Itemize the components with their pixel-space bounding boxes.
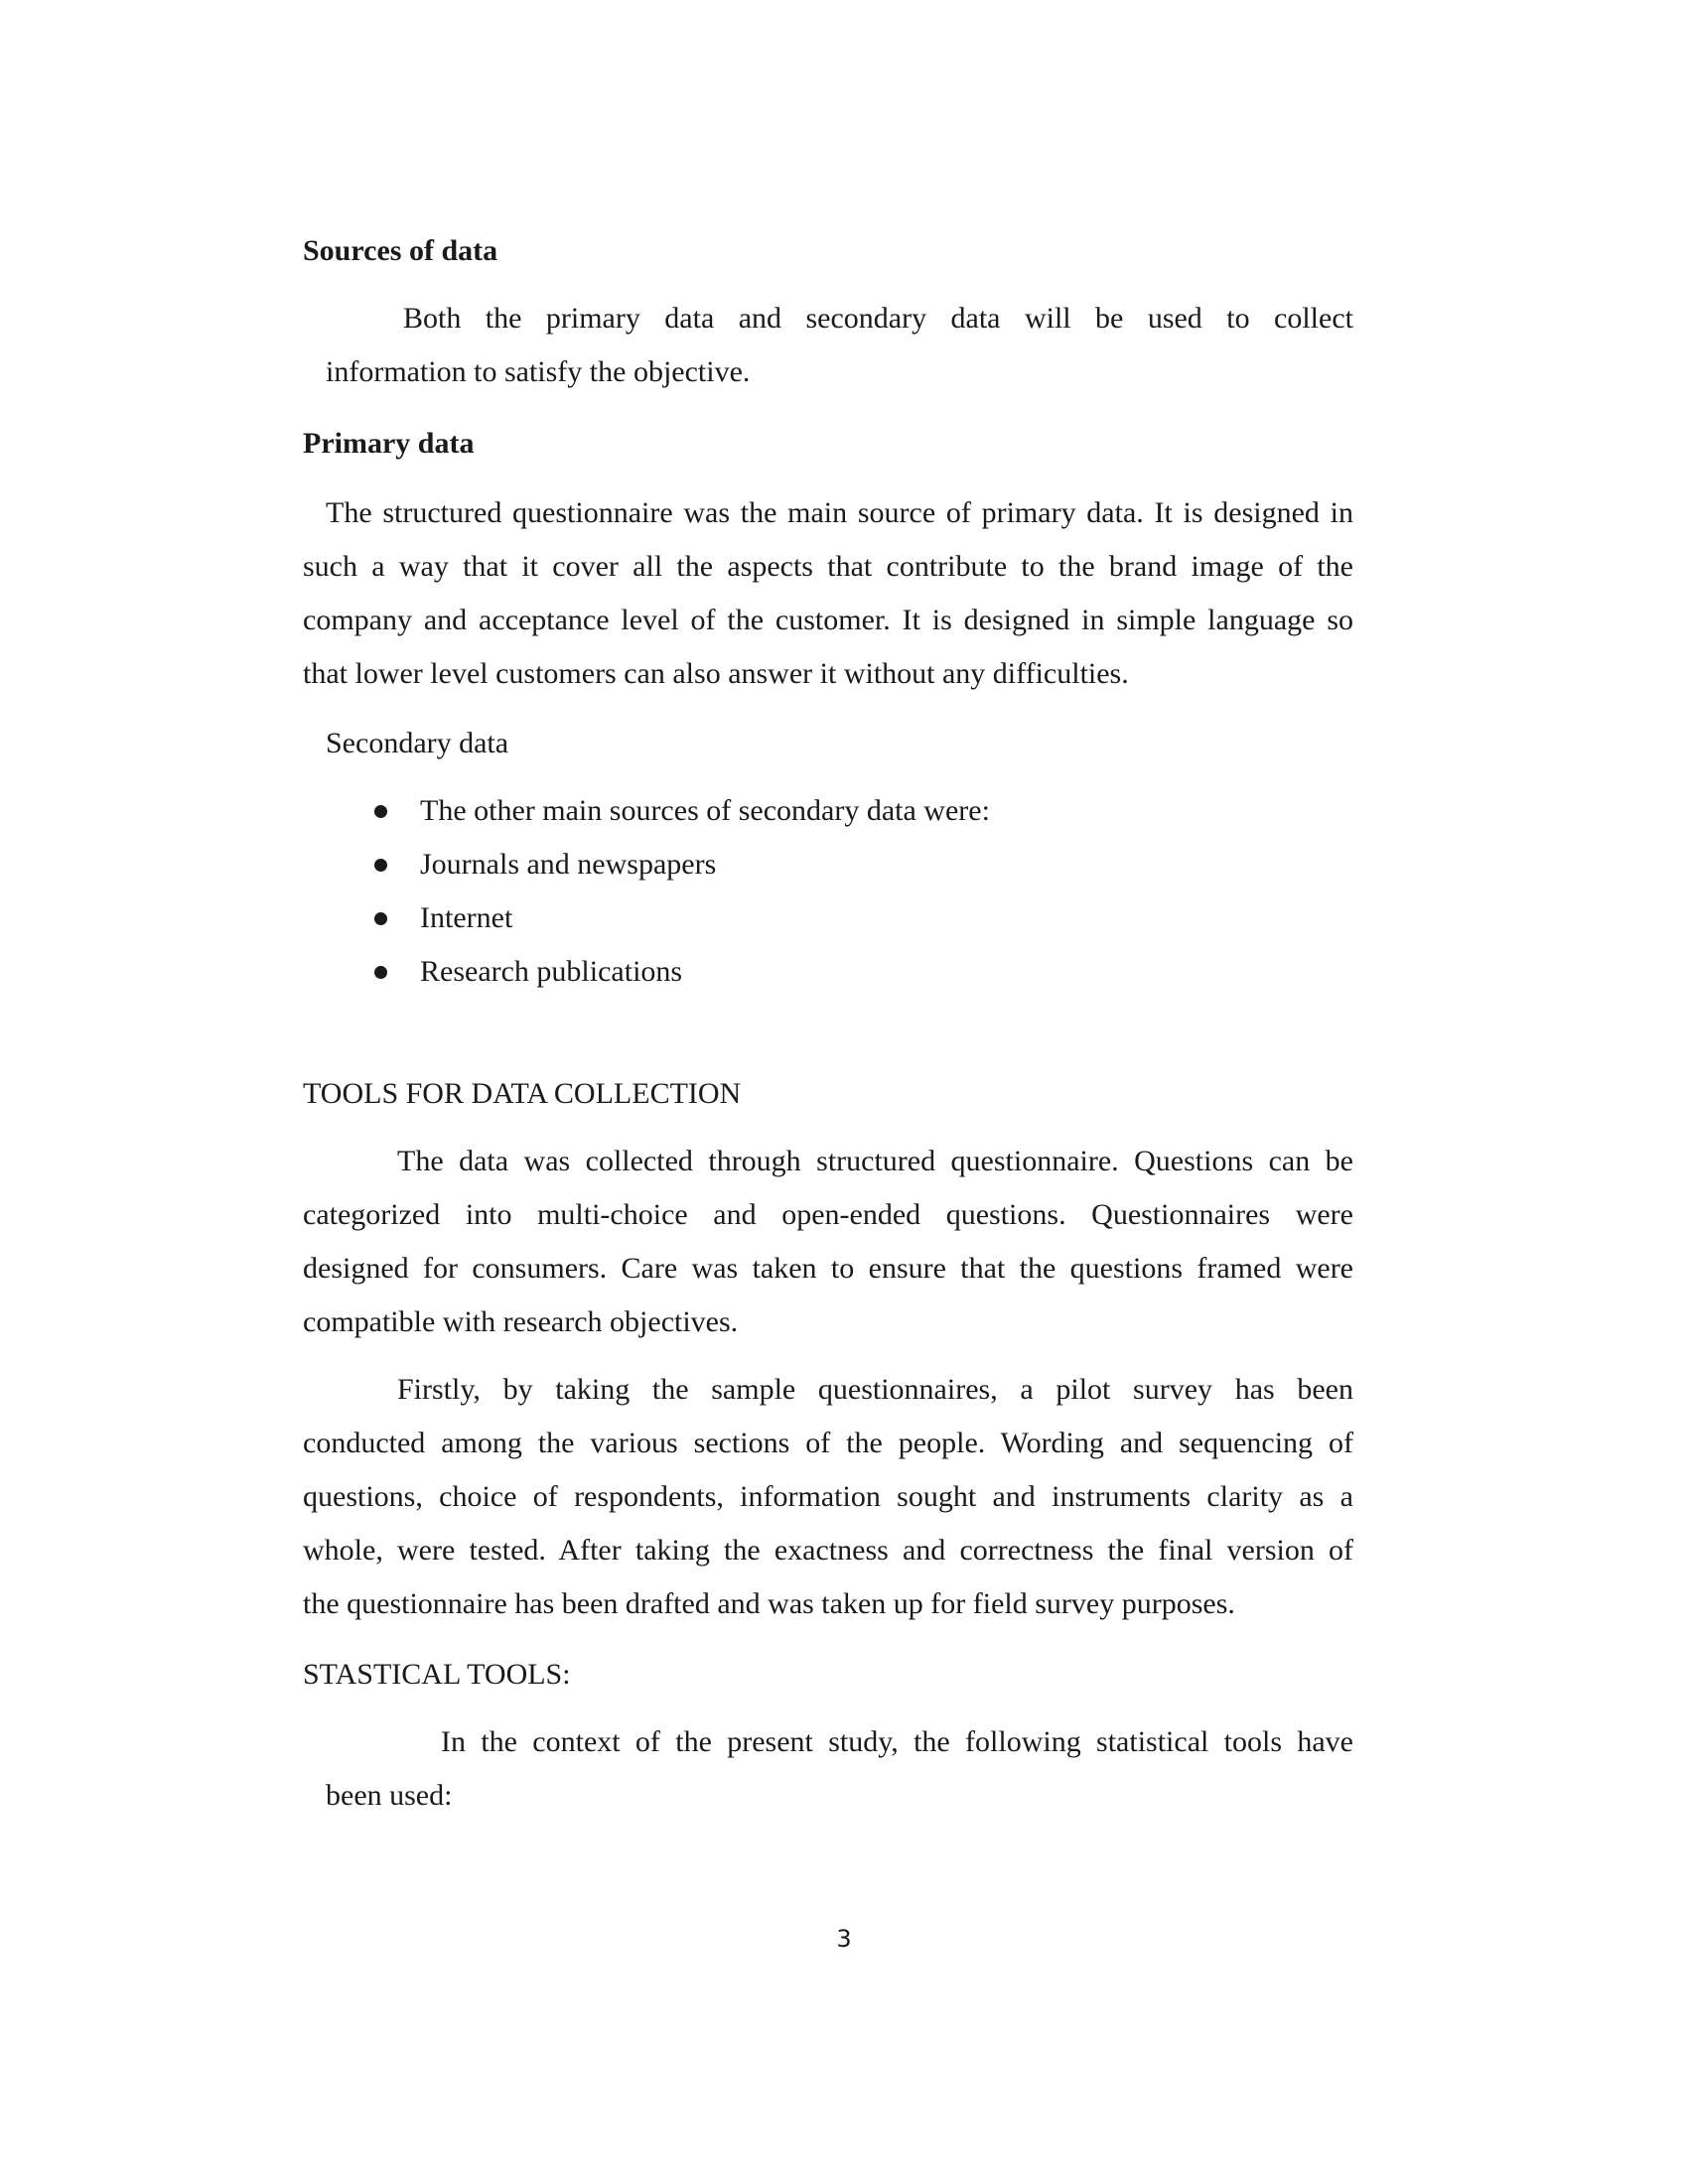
paragraph-primary-rest bbox=[303, 540, 1353, 701]
paragraph-line: compatible with research objectives. bbox=[303, 1305, 739, 1338]
paragraph-line: been used: bbox=[326, 1779, 453, 1812]
paragraph-line: categorized into multi-choice and open-ended questions. Questionnaires were bbox=[303, 1198, 1353, 1231]
section-heading-sources-of-data: Sources of data bbox=[303, 234, 498, 267]
paragraph-line: whole, were tested. After taking the exactness and correctness the final version of bbox=[303, 1534, 1353, 1567]
paragraph-stat-line2 bbox=[326, 1769, 1353, 1823]
paragraph-tools1-line1 bbox=[397, 1135, 1353, 1188]
list-item-text: The other main sources of secondary data were: bbox=[420, 794, 990, 827]
paragraph-line: conducted among the various sections of the people. Wording and sequencing of bbox=[303, 1427, 1353, 1459]
paragraph-line: the questionnaire has been drafted and was taken up for field survey purposes. bbox=[303, 1587, 1235, 1620]
paragraph-stat-line1 bbox=[441, 1715, 1353, 1769]
section-heading-secondary-data: Secondary data bbox=[326, 727, 509, 759]
section-heading-primary-data: Primary data bbox=[303, 427, 475, 460]
paragraph-line: The data was collected through structured questionnaire. Questions can be bbox=[397, 1145, 1353, 1177]
paragraph-line: Firstly, by taking the sample questionnaires, a pilot survey has been bbox=[397, 1373, 1353, 1406]
paragraph-line: In the context of the present study, the following statistical tools have bbox=[441, 1725, 1353, 1758]
page-number: 3 bbox=[836, 1925, 852, 1953]
bullet-icon bbox=[374, 859, 387, 872]
paragraph-tools1-rest bbox=[303, 1188, 1353, 1349]
paragraph-tools2-line1 bbox=[397, 1363, 1353, 1417]
list-item-text: Research publications bbox=[420, 955, 683, 988]
section-heading-statistical-tools: STASTICAL TOOLS: bbox=[303, 1658, 571, 1691]
paragraph-line: information to satisfy the objective. bbox=[326, 355, 751, 388]
paragraph-line: that lower level customers can also answer it without any difficulties. bbox=[303, 657, 1129, 690]
section-heading-tools-for-data-collection: TOOLS FOR DATA COLLECTION bbox=[303, 1077, 742, 1110]
bullet-icon bbox=[374, 912, 387, 925]
paragraph-tools2-rest bbox=[303, 1417, 1353, 1631]
paragraph-sources-line2 bbox=[326, 345, 1353, 399]
paragraph-primary-line1 bbox=[326, 486, 1353, 540]
list-item-text: Internet bbox=[420, 901, 513, 934]
paragraph-line: designed for consumers. Care was taken to ensure that the questions framed were bbox=[303, 1252, 1353, 1285]
bullet-icon bbox=[374, 966, 387, 979]
paragraph-line: The structured questionnaire was the main source of primary data. It is designed in bbox=[326, 496, 1353, 529]
paragraph-line: such a way that it cover all the aspects that contribute to the brand image of the bbox=[303, 550, 1353, 583]
paragraph-line: Both the primary data and secondary data will be used to collect bbox=[403, 302, 1353, 335]
list-item-text: Journals and newspapers bbox=[420, 848, 717, 881]
paragraph-line: questions, choice of respondents, information sought and instruments clarity as a bbox=[303, 1480, 1353, 1513]
paragraph-sources-line1 bbox=[403, 292, 1353, 345]
paragraph-line: company and acceptance level of the customer. It is designed in simple language so bbox=[303, 604, 1353, 636]
bullet-icon bbox=[374, 805, 387, 818]
